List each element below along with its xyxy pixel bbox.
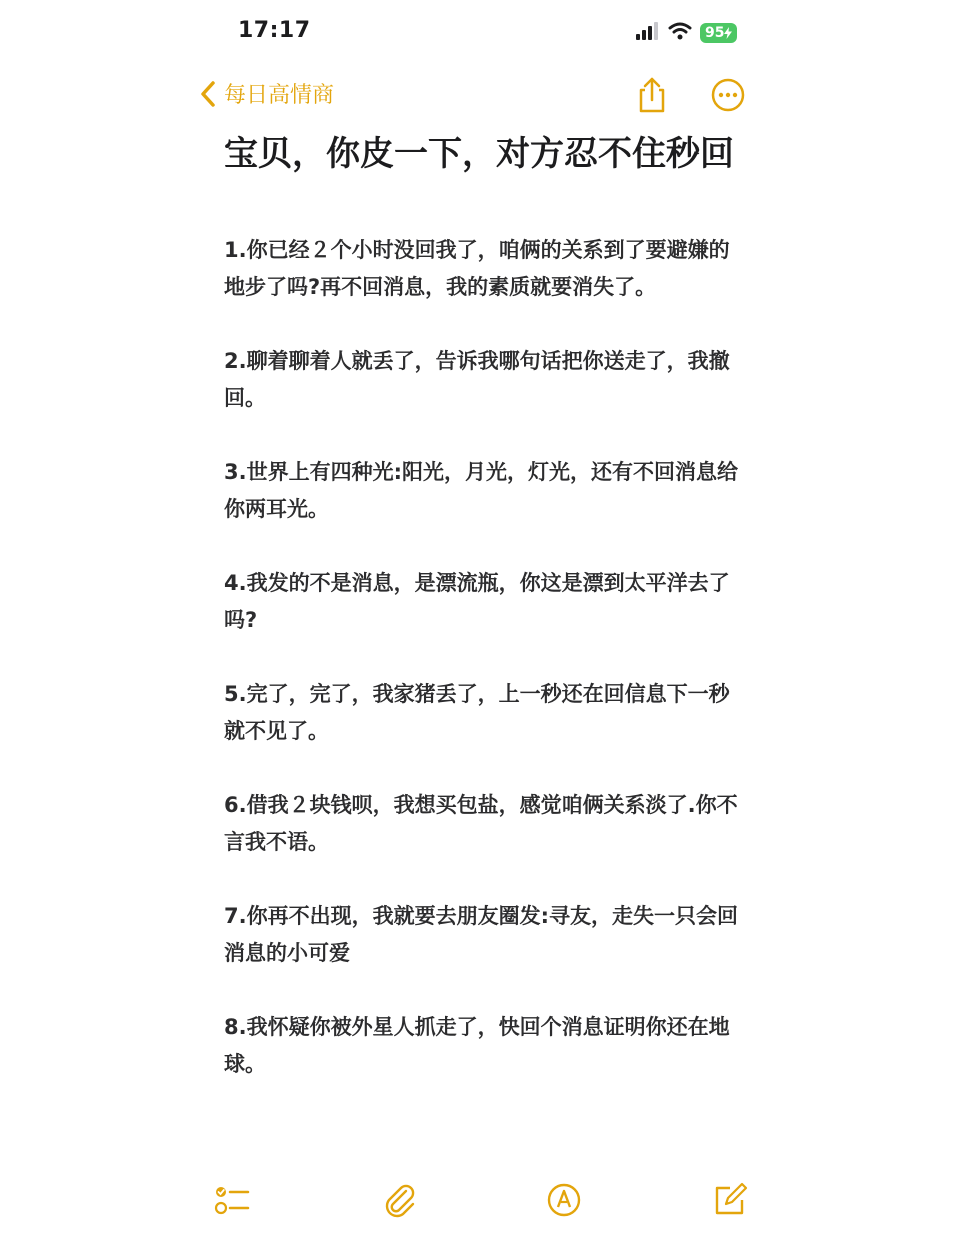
note-item-3: 3.世界上有四种光:阳光，月光，灯光，还有不回消息给你两耳光。 — [224, 460, 738, 521]
back-button-label: 每日高情商 — [224, 83, 335, 108]
status-icons — [636, 20, 737, 46]
note-item-7: 7.你再不出现，我就要去朋友圈发:寻友，走失一只会回消息的小可爱 — [224, 904, 738, 965]
cellular-signal-icon — [636, 22, 660, 44]
note-item-2: 2.聊着聊着人就丢了，告诉我哪句话把你送走了，我撤回。 — [224, 349, 730, 410]
note-items — [224, 232, 744, 1083]
checklist-icon — [214, 1182, 250, 1218]
attach-button[interactable] — [382, 1182, 418, 1218]
bottom-toolbar — [0, 1172, 960, 1240]
note-item-1: 1.你已经２个小时没回我了，咱俩的关系到了要避嫌的地步了吗?再不回消息，我的素质就要消失了。 — [224, 238, 730, 299]
note-content[interactable] — [224, 128, 744, 1120]
wifi-icon — [668, 22, 692, 44]
back-button[interactable] — [200, 78, 334, 109]
chevron-left-icon — [200, 80, 216, 108]
nav-bar — [0, 66, 960, 128]
share-button[interactable] — [634, 76, 670, 114]
compose-icon — [712, 1182, 748, 1218]
note-item-6: 6.借我２块钱呗，我想买包盐，感觉咱俩关系淡了.你不言我不语。 — [224, 793, 738, 854]
battery-indicator — [700, 23, 737, 43]
share-icon — [634, 76, 670, 114]
paperclip-icon — [382, 1182, 418, 1218]
more-icon — [710, 76, 746, 114]
note-title: 宝贝，你皮一下，对方忍不住秒回 — [224, 134, 734, 174]
note-item-5: 5.完了，完了，我家猪丢了，上一秒还在回信息下一秒就不见了。 — [224, 682, 730, 743]
note-item-4: 4.我发的不是消息，是漂流瓶，你这是漂到太平洋去了吗? — [224, 571, 730, 632]
checklist-button[interactable] — [214, 1182, 250, 1218]
compose-button[interactable] — [712, 1182, 748, 1218]
markup-button[interactable] — [546, 1182, 582, 1218]
note-item-8: 8.我怀疑你被外星人抓走了，快回个消息证明你还在地球。 — [224, 1015, 730, 1076]
markup-pen-icon — [546, 1182, 582, 1218]
status-bar — [0, 0, 960, 66]
battery-level: 95 — [705, 25, 725, 41]
more-button[interactable] — [710, 76, 746, 114]
status-time: 17:17 — [238, 18, 311, 43]
charging-bolt-icon — [724, 27, 732, 39]
